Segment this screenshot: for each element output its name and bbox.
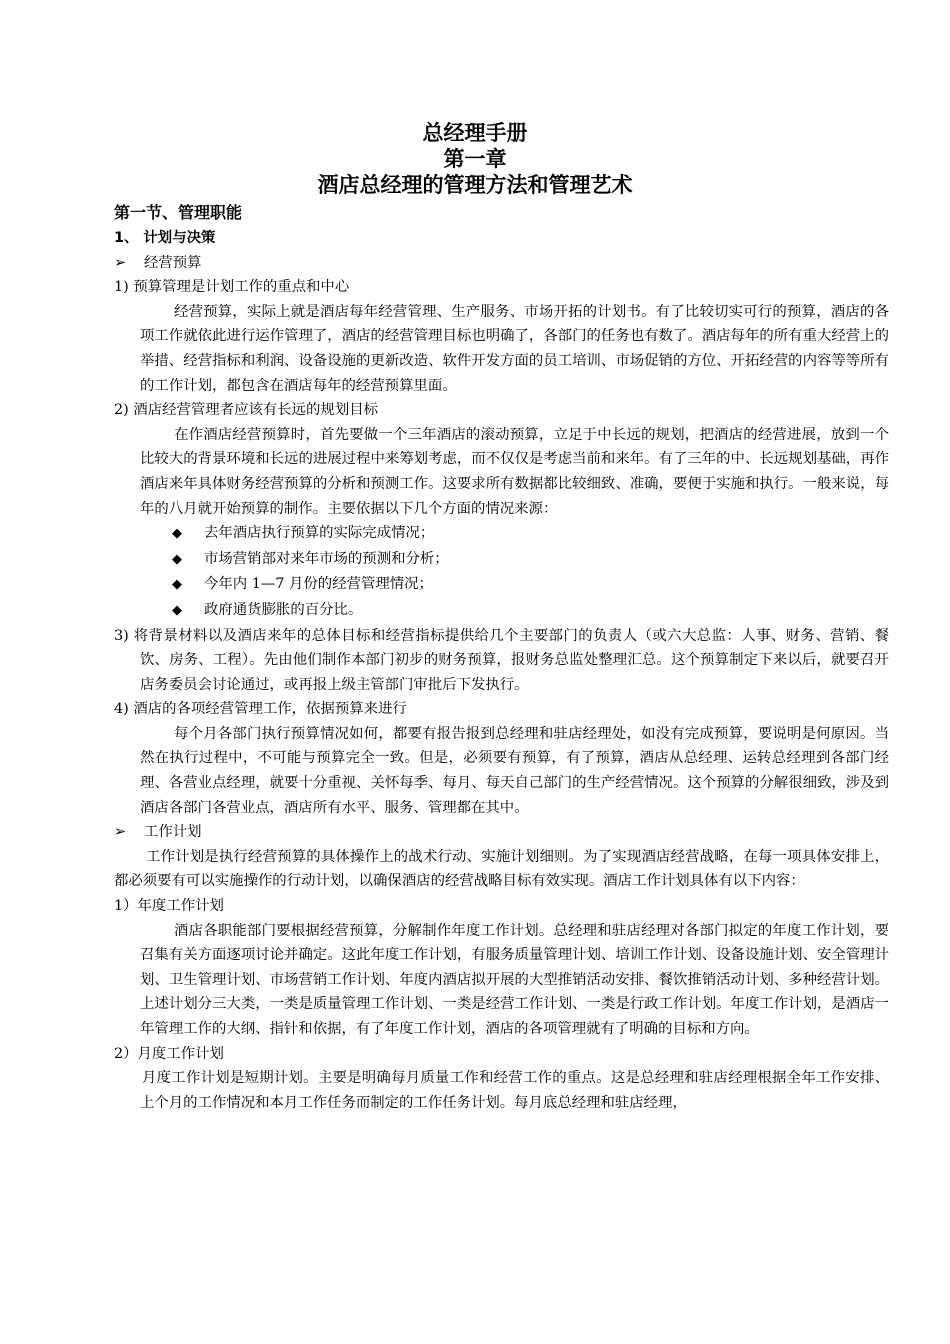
- manual-title: 总经理手册: [422, 121, 528, 145]
- budget-point-1-title: 1) 预算管理是计划工作的重点和中心: [114, 279, 350, 296]
- diamond-icon: ◆: [172, 602, 182, 618]
- arrow-icon: ➢: [114, 254, 127, 271]
- budget-point-2-text: 在作酒店经营预算时，首先要做一个三年酒店的滚动预算，立足于中长远的规划，把酒店的经营进展，放到一个比较大的背景环境和长远的进展过程中来筹划考虑，而不仅仅是考虑当前和来年。有了三年的中、长远规划基础，再作酒店来年具体财务经营预算的分析和预测工作。这要求所有数据都比较细致、准确，要便于实施和执行。一般来说，每年的八月就开始预算的制作。主要依据以下几个方面的情况来源：: [140, 426, 889, 517]
- yearly-plan-text: 酒店各职能部门要根据经营预算，分解制作年度工作计划。总经理和驻店经理对各部门拟定的年度工作计划，要召集有关方面逐项讨论并确定。这此年度工作计划，有服务质量管理计划、培训工作计划、设备设施计划、安全管理计划、卫生管理计划、市场营销工作计划、年度内酒店拟开展的大型推销活动安排、餐饮推销活动计划、多种经营计划。上述计划分三大类，一类是质量管理工作计划、一类是经营工作计划、一类是行政工作计划。年度工作计划，是酒店一年管理工作的大纲、指针和依据，有了年度工作计划，酒店的各项管理就有了明确的目标和方向。: [140, 922, 889, 1037]
- diamond-icon: ◆: [172, 577, 182, 593]
- arrow-icon: ➢: [114, 824, 127, 841]
- bullet-item: ◆ 政府通货膨胀的百分比。: [114, 598, 889, 624]
- bullet-item: ◆ 市场营销部对来年市场的预测和分析；: [114, 547, 889, 573]
- budget-point-2-title: 2) 酒店经营管理者应该有长远的规划目标: [114, 402, 378, 419]
- budget-point-3-text: 3) 将背景材料以及酒店来年的总体目标和经营指标提供给几个主要部门的负责人（或六大总监：人事、财务、营销、餐饮、房务、工程）。先由他们制作本部门初步的财务预算，报财务总监处整理汇总。这个预算制定下来以后，就要召开店务委员会讨论通过，或再报上级主管部门审批后下发执行。: [114, 627, 889, 693]
- work-plan-label: 工作计划: [144, 824, 202, 841]
- work-plan-intro: 工作计划是执行经营预算的具体操作上的战术行动、实施计划细则。为了实现酒店经营战略，在每一项具体安排上，都必须要有可以实施操作的行动计划，以确保酒店的经营战略目标有效实现。酒店工作计划具体有以下内容：: [114, 848, 889, 890]
- budget-point-4-text: 每个月各部门执行预算情况如何，都要有报告报到总经理和驻店经理处，如没有完成预算，要说明是何原因。当然在执行过程中，不可能与预算完全一致。但是，必须要有预算，有了预算，酒店从总经理、运转总经理到各部门经理、各营业点经理，就要十分重视、关怀每季、每月、每天自己部门的生产经营情况。这个预算的分解很细致，涉及到酒店各部门各营业点，酒店所有水平、服务、管理都在其中。: [140, 725, 889, 816]
- budget-heading: [114, 251, 889, 276]
- diamond-icon: ◆: [172, 526, 182, 542]
- budget-point-1-text: 经营预算，实际上就是酒店每年经营管理、生产服务、市场开拓的计划书。有了比较切实可行的预算，酒店的各项工作就依此进行运作管理了，酒店的经营管理目标也明确了，各部门的任务也有数了。酒店每年的所有重大经营上的举措、经营指标和利润、设备设施的更新改造、软件开发方面的员工培训、市场促销的方位、开拓经营的内容等等所有的工作计划，都包含在酒店每年的经营预算里面。: [140, 303, 889, 394]
- work-plan-heading: [114, 820, 889, 845]
- sub-heading: 1、 计划与决策: [114, 230, 216, 246]
- monthly-plan-text: 月度工作计划是短期计划。主要是明确每月质量工作和经营工作的重点。这是总经理和驻店经理根据全年工作安排、上个月的工作情况和本月工作任务而制定的工作任务计划。每月底总经理和驻店经理，: [140, 1070, 889, 1111]
- section-heading: 第一节、管理职能: [114, 203, 243, 222]
- chapter-title: 第一章: [443, 147, 507, 171]
- budget-label: 经营预算: [144, 254, 202, 271]
- document-body: [114, 200, 889, 1115]
- monthly-plan-title: 2）月度工作计划: [114, 1045, 224, 1062]
- bullet-item: ◆ 去年酒店执行预算的实际完成情况；: [114, 521, 889, 547]
- diamond-icon: ◆: [172, 551, 182, 567]
- budget-point-4-title: 4) 酒店的各项经营管理工作，依据预算来进行: [114, 701, 407, 718]
- bullet-item: ◆ 今年内 1—7 月份的经营管理情况；: [114, 572, 889, 598]
- title-block: [0, 120, 950, 198]
- yearly-plan-title: 1）年度工作计划: [114, 898, 224, 915]
- chapter-subtitle: 酒店总经理的管理方法和管理艺术: [317, 173, 633, 197]
